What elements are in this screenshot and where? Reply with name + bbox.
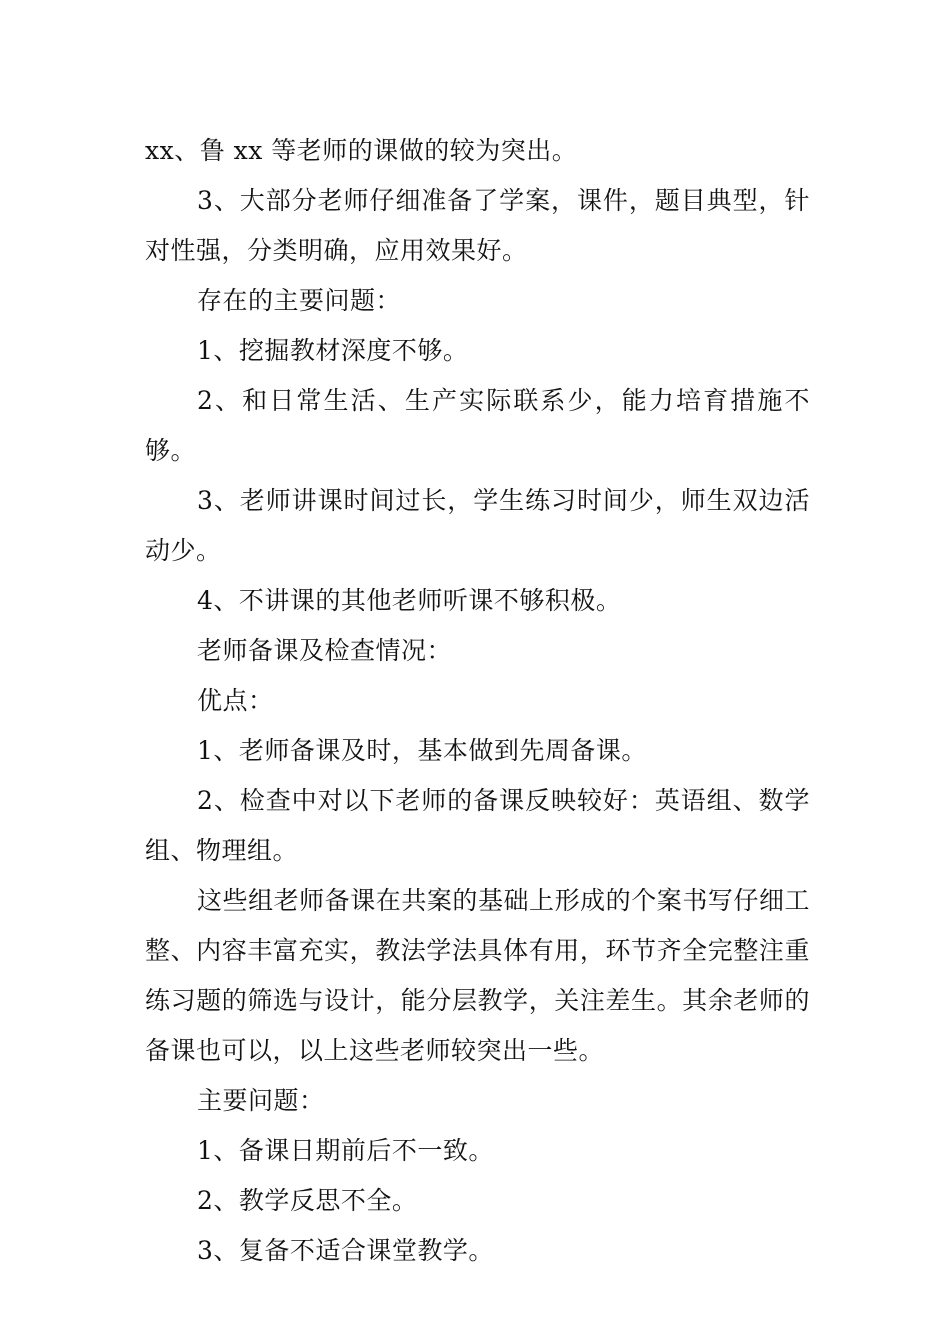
paragraph: 2、教学反思不全。 [197,1186,418,1215]
paragraph: 这些组老师备课在共案的基础上形成的个案书写仔细工整、内容丰富充实，教法学法具体有用，环节齐全完整注重练习题的筛选与设计，能分层教学，关注差生。其余老师的备课也可以，以上这些老师较突出一些。 [145,886,810,1065]
paragraph: 2、和日常生活、生产实际联系少，能力培育措施不够。 [145,386,810,465]
paragraph: 4、不讲课的其他老师听课不够积极。 [197,586,622,615]
section-heading: 优点： [197,686,274,715]
paragraph: 1、挖掘教材深度不够。 [197,336,469,365]
paragraph: 1、老师备课及时，基本做到先周备课。 [197,736,647,765]
section-heading: 老师备课及检查情况： [197,636,453,665]
paragraph: 2、检查中对以下老师的备课反映较好：英语组、数学组、物理组。 [145,786,810,865]
paragraph: xx、鲁 xx 等老师的课做的较为突出。 [145,136,578,165]
paragraph: 3、老师讲课时间过长，学生练习时间少，师生双边活动少。 [145,486,810,565]
section-heading: 存在的主要问题： [197,286,402,315]
paragraph: 3、复备不适合课堂教学。 [197,1236,494,1265]
section-heading: 主要问题： [197,1086,325,1115]
document-body [145,126,810,1276]
paragraph: 3、大部分老师仔细准备了学案，课件，题目典型，针对性强，分类明确，应用效果好。 [145,186,810,265]
paragraph: 1、备课日期前后不一致。 [197,1136,494,1165]
